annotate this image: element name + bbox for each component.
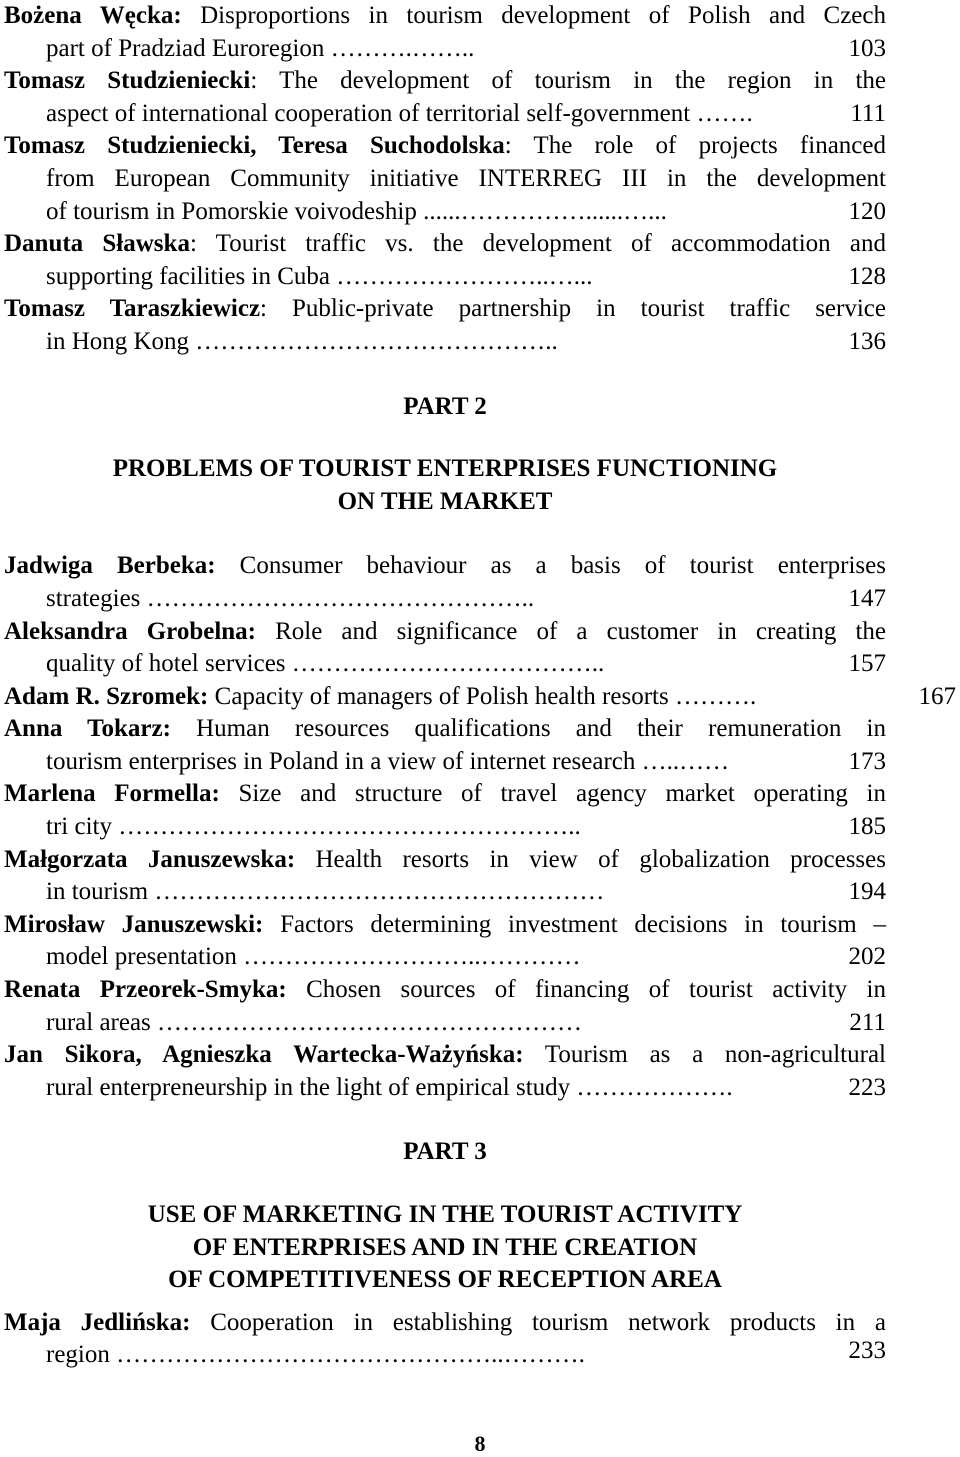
part-3-label: PART 3 <box>403 1138 487 1166</box>
part-2-title-line: ON THE MARKET <box>337 487 553 515</box>
entry-first-line <box>4 713 886 746</box>
entry-continuation-line <box>4 98 886 131</box>
entry-author: Mirosław Januszewski: <box>4 910 264 938</box>
entry-title-cont: in Hong Kong …………………………………….. <box>46 327 558 355</box>
part-3-title <box>4 1199 886 1297</box>
toc-entry <box>4 0 956 65</box>
entry-title: : The development of tourism in the region in the <box>250 67 886 95</box>
entry-continuation-line <box>4 876 886 909</box>
table-of-contents <box>4 0 956 1372</box>
entry-first-line <box>4 1039 886 1072</box>
entry-title-cont: supporting facilities in Cuba ……………………..…... <box>46 262 593 290</box>
entry-continuation-line <box>4 583 886 616</box>
entry-title-cont: model presentation ………………………..………… <box>46 943 581 971</box>
entry-title-cont: rural enterpreneurship in the light of empirical study ………………. <box>46 1073 733 1101</box>
toc-entry <box>4 293 956 358</box>
toc-entry <box>4 844 956 909</box>
entry-title-cont: region ………………………………………..………. <box>46 1341 585 1369</box>
entry-first-line <box>4 1307 886 1340</box>
entry-page-number: 157 <box>848 650 886 678</box>
entry-continuation-line <box>4 811 886 844</box>
entry-author: Adam R. Szromek: <box>4 682 209 710</box>
entry-page-number: 173 <box>848 747 886 775</box>
entry-author: Tomasz Studzieniecki <box>4 67 251 95</box>
entry-author: Marlena Formella: <box>4 780 220 808</box>
entry-page-number: 194 <box>848 878 886 906</box>
entry-author: Bożena Węcka: <box>4 2 182 29</box>
entry-first-line <box>4 550 886 583</box>
entry-continuation-line <box>4 1072 886 1105</box>
part-2-label: PART 2 <box>403 392 487 420</box>
entry-author: Renata Przeorek-Smyka: <box>4 976 287 1004</box>
page-number: 8 <box>474 1431 486 1456</box>
part-2-title <box>4 453 886 518</box>
entry-title: Cooperation in establishing tourism network products in a <box>190 1308 886 1336</box>
entry-title: Size and structure of travel agency market operating in <box>219 780 886 808</box>
toc-entry <box>4 65 956 130</box>
part-3-title-line: USE OF MARKETING IN THE TOURIST ACTIVITY <box>147 1201 743 1228</box>
toc-entry <box>4 681 956 714</box>
entry-continuation-line <box>4 33 886 66</box>
entry-title-cont: part of Pradziad Euroregion ……….…….. <box>46 34 475 62</box>
entry-title: Factors determining investment decisions in tourism – <box>263 910 886 938</box>
entry-page-number: 136 <box>848 327 886 355</box>
entry-author: Jan Sikora, Agnieszka Wartecka-Ważyńska: <box>4 1041 524 1069</box>
entry-title: Human resources qualifications and their remuneration in <box>170 715 886 743</box>
entry-author: Tomasz Taraszkiewicz <box>4 295 261 323</box>
toc-entry <box>4 974 956 1039</box>
toc-entry <box>4 778 956 843</box>
entry-title: Chosen sources of financing of tourist activity in <box>286 976 886 1004</box>
entry-first-line <box>4 130 886 163</box>
part-3-title-line: OF COMPETITIVENESS OF RECEPTION AREA <box>168 1266 722 1294</box>
entry-continuation-line <box>4 326 886 359</box>
entry-page-number: 128 <box>848 262 886 290</box>
entry-middle-line <box>4 163 886 196</box>
entry-author: Anna Tokarz: <box>4 715 171 743</box>
entry-title: : Tourist traffic vs. the development of accommodation and <box>189 230 886 258</box>
entry-page-number: 120 <box>848 197 886 225</box>
entry-first-line <box>4 65 886 98</box>
entry-continuation-line <box>4 648 886 681</box>
entry-page-number: 111 <box>850 99 886 127</box>
toc-entry <box>4 616 956 681</box>
entry-first-line <box>4 681 956 714</box>
entry-first-line <box>4 293 886 326</box>
toc-entry <box>4 228 956 293</box>
entry-author: Tomasz Studzieniecki, Teresa Suchodolska <box>4 132 505 160</box>
entry-first-line <box>4 909 886 942</box>
entry-continuation-line <box>4 941 886 974</box>
entry-title-cont: of tourism in Pomorskie voivodeship ......……………......…... <box>46 197 667 225</box>
entry-continuation-line <box>4 196 886 229</box>
entry-page-number: 202 <box>848 943 886 971</box>
entry-page-number: 103 <box>848 34 886 62</box>
entry-continuation-line <box>4 1339 886 1372</box>
entry-first-line <box>4 974 886 1007</box>
entry-first-line <box>4 0 886 33</box>
toc-entry <box>4 1039 956 1104</box>
entry-title-cont: quality of hotel services ……………………………….. <box>46 650 605 678</box>
entry-continuation-line <box>4 261 886 294</box>
entry-title: Consumer behaviour as a basis of tourist enterprises <box>215 552 886 580</box>
entry-title: Role and significance of a customer in creating the <box>256 617 886 645</box>
entry-first-line <box>4 616 886 649</box>
toc-entry <box>4 550 956 615</box>
entry-title: Disproportions in tourism development of Polish and Czech <box>181 2 886 29</box>
entry-title-cont: aspect of international cooperation of territorial self-government ……. <box>46 99 753 127</box>
entry-continuation-line <box>4 1007 886 1040</box>
entry-author: Danuta Sławska <box>4 230 190 258</box>
part-3-title-line: OF ENTERPRISES AND IN THE CREATION <box>192 1233 698 1261</box>
entry-page-number: 223 <box>848 1073 886 1101</box>
entry-title-cont: tourism enterprises in Poland in a view of internet research …..…… <box>46 747 730 775</box>
toc-entry <box>4 909 956 974</box>
entry-title-cont: rural areas …………………………………………… <box>46 1008 583 1036</box>
entry-page-number: 147 <box>848 584 886 612</box>
entry-page-number: 233 <box>848 1337 886 1365</box>
part-2-title-line: PROBLEMS OF TOURIST ENTERPRISES FUNCTIONING <box>112 455 778 483</box>
entry-title: Tourism as a non-agricultural <box>523 1041 886 1069</box>
entry-author: Jadwiga Berbeka: <box>4 552 216 580</box>
entry-continuation-line <box>4 746 886 779</box>
entry-author: Aleksandra Grobelna: <box>4 617 256 645</box>
entry-title: Health resorts in view of globalization processes <box>295 845 886 873</box>
toc-entry <box>4 713 956 778</box>
entry-first-line <box>4 844 886 877</box>
entry-title-cont: tri city ……………………………………………….. <box>46 813 581 841</box>
entry-page-number: 185 <box>848 813 886 841</box>
entry-title-cont: in tourism ……………………………………………… <box>46 878 605 906</box>
toc-entry <box>4 1307 956 1372</box>
entry-page-number: 211 <box>849 1008 886 1036</box>
entry-first-line <box>4 778 886 811</box>
entry-title-cont: strategies ……………………………………….. <box>46 584 535 612</box>
entry-title: Capacity of managers of Polish health resorts ………. <box>208 682 757 710</box>
toc-entry <box>4 130 956 228</box>
entry-title: : The role of projects financed <box>504 132 886 160</box>
entry-title: : Public-private partnership in tourist traffic service <box>260 295 886 323</box>
entry-page-number: 167 <box>918 682 956 710</box>
entry-author: Maja Jedlińska: <box>4 1308 191 1336</box>
entry-author: Małgorzata Januszewska: <box>4 845 296 873</box>
entry-title-mid: from European Community initiative INTERREG III in the development <box>46 164 886 192</box>
entry-first-line <box>4 228 886 261</box>
